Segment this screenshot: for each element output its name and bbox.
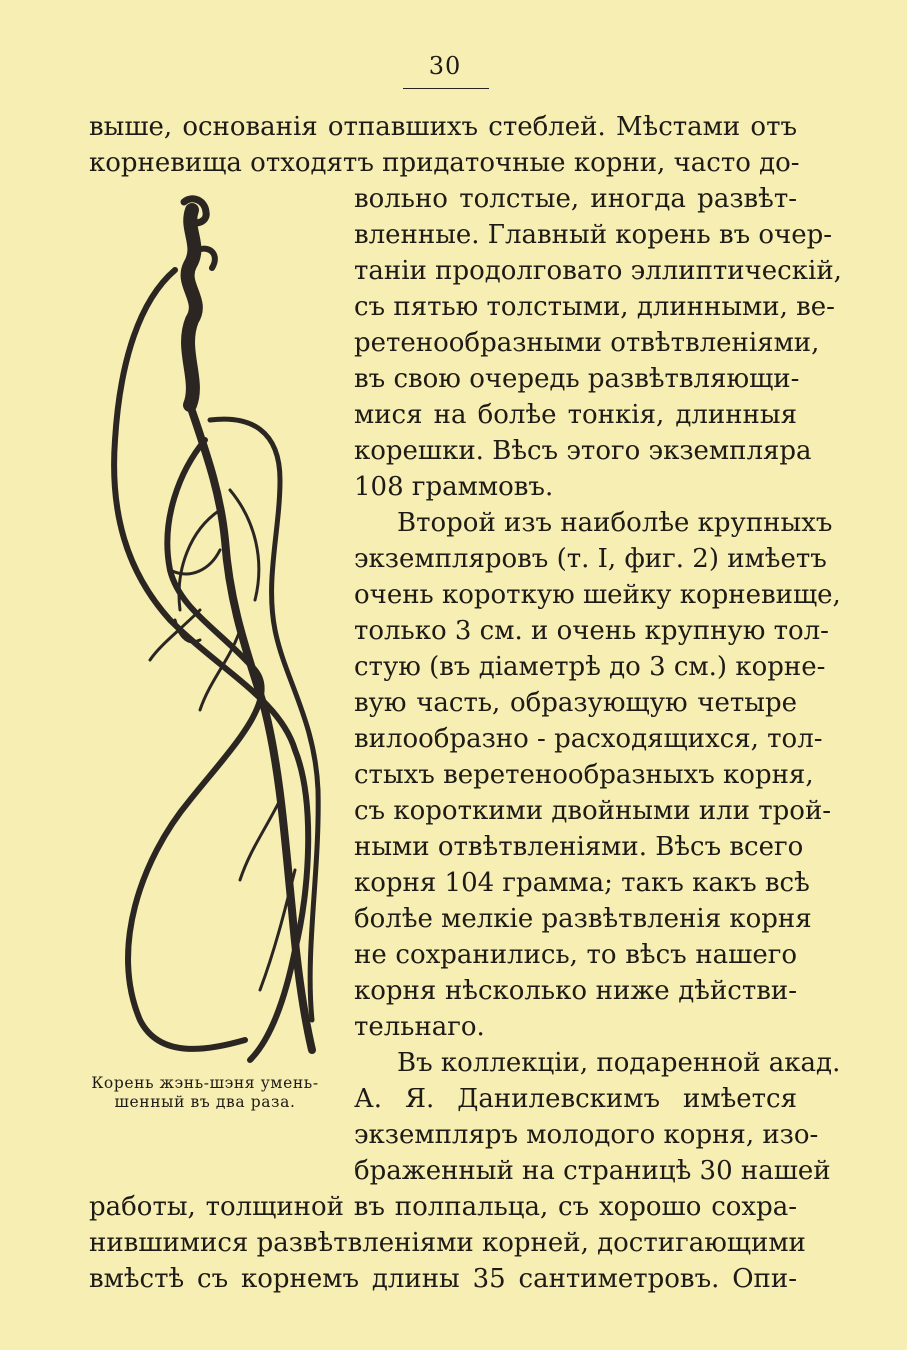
- text-line: корешки. Вѣсъ этого экземпляра: [354, 436, 812, 466]
- text-line: не сохранились, то вѣсъ нашего: [354, 940, 797, 970]
- text-line: корня 104 грамма; такъ какъ всѣ: [354, 868, 810, 898]
- text-line: тельнаго.: [354, 1012, 485, 1042]
- page-number: 30: [428, 52, 462, 80]
- text-line: корня нѣсколько ниже дѣйстви-: [354, 976, 797, 1006]
- text-line: работы, толщиной въ полпальца, съ хорошо сохра-: [89, 1192, 797, 1222]
- text-line: только 3 см. и очень крупную тол-: [354, 616, 829, 646]
- text-line: съ пятью толстыми, длинными, ве-: [354, 292, 835, 322]
- text-line: съ короткими двойными или трой-: [354, 796, 832, 826]
- figure-caption-line: Корень жэнь-шэня умень-: [91, 1074, 319, 1092]
- page-number-rule: [403, 88, 489, 89]
- ginseng-root-illustration: [80, 190, 350, 1070]
- figure-caption: [70, 1074, 340, 1112]
- text-line: вмѣстѣ съ корнемъ длины 35 сантиметровъ. Опи-: [89, 1264, 797, 1294]
- text-line: очень короткую шейку корневище,: [354, 580, 841, 610]
- text-line: корневища отходятъ придаточные корни, часто до-: [89, 148, 800, 178]
- text-line: Въ коллекціи, подаренной акад.: [397, 1048, 841, 1078]
- text-line: ными отвѣтвленіями. Вѣсъ всего: [354, 832, 804, 862]
- text-line: вилообразно - расходящихся, тол-: [354, 724, 823, 754]
- figure-caption-line: шенный въ два раза.: [114, 1093, 296, 1111]
- text-line: болѣе мелкіе развѣтвленія корня: [354, 904, 812, 934]
- text-line: экземпляровъ (т. I, фиг. 2) имѣетъ: [354, 544, 827, 574]
- text-line: браженный на страницѣ 30 нашей: [354, 1156, 831, 1186]
- text-line: таніи продолговато эллиптическій,: [354, 256, 842, 286]
- text-line: выше, основанія отпавшихъ стеблей. Мѣстами отъ: [89, 112, 797, 142]
- text-line: 108 граммовъ.: [354, 472, 554, 502]
- text-line: Второй изъ наиболѣе крупныхъ: [397, 508, 833, 538]
- text-line: вленные. Главный корень въ очер-: [354, 220, 833, 250]
- text-line: экземпляръ молодого корня, изо-: [354, 1120, 819, 1150]
- text-line: стыхъ веретенообразныхъ корня,: [354, 760, 814, 790]
- text-line: стую (въ діаметрѣ до 3 см.) корне-: [354, 652, 826, 682]
- text-line: въ свою очередь развѣтвляющи-: [354, 364, 800, 394]
- text-line: А. Я. Данилевскимъ имѣется: [354, 1084, 797, 1114]
- text-line: ретенообразными отвѣтвленіями,: [354, 328, 820, 358]
- text-line: вольно толстые, иногда развѣт-: [354, 184, 797, 214]
- text-line: нившимися развѣтвленіями корней, достигающими: [89, 1228, 806, 1258]
- text-line: вую часть, образующую четыре: [354, 688, 797, 718]
- text-line: мися на болѣе тонкія, длинныя: [354, 400, 797, 430]
